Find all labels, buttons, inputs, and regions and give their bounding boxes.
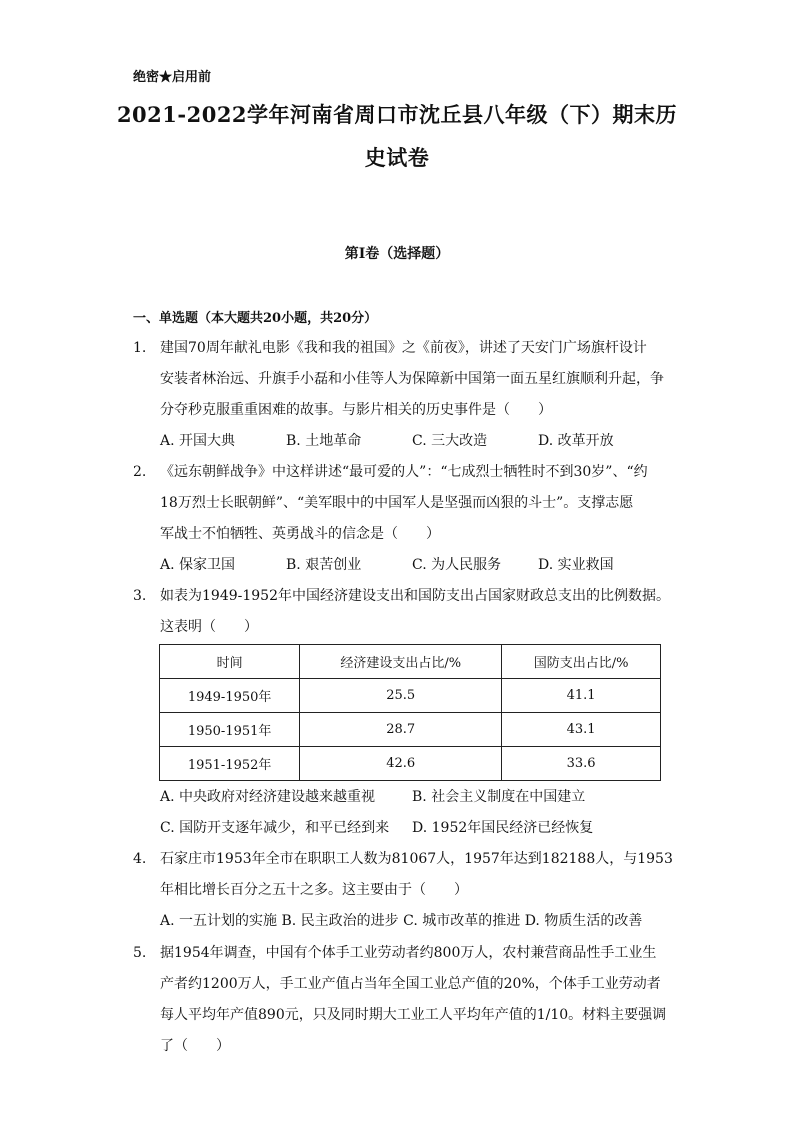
question-text-line: 石家庄市1953年全市在职职工人数为81067人，1957年达到182188人，与1953: [160, 851, 673, 867]
question-text-line: 这表明（ ）: [160, 619, 258, 635]
options-row: [133, 550, 673, 581]
question-text-line: 安装者林治远、升旗手小磊和小佳等人为保障新中国第一面五星红旗顺利升起，争: [160, 371, 664, 387]
question-1: [133, 333, 673, 457]
part-label: 一、单选题（本大题共20小题，共20分）: [133, 311, 378, 326]
table-cell: 1951-1952年: [160, 747, 300, 781]
table-cell: 25.5: [300, 679, 502, 713]
option-b[interactable]: B. 艰苦创业: [286, 557, 362, 573]
options-row: [133, 906, 673, 937]
question-3-options: [133, 782, 673, 844]
option-c[interactable]: C. 三大改造: [412, 433, 488, 449]
option-b[interactable]: B. 土地革命: [286, 433, 362, 449]
option-a[interactable]: A. 保家卫国: [160, 557, 236, 573]
option-d[interactable]: D. 1952年国民经济已经恢复: [412, 820, 594, 836]
table-header: 经济建设支出占比/%: [300, 645, 502, 679]
section-title: 第I卷（选择题）: [344, 246, 450, 262]
question-number: 1.: [133, 340, 147, 356]
options-row: [133, 813, 673, 844]
question-number: 4.: [133, 851, 147, 867]
option-d[interactable]: D. 物质生活的改善: [524, 913, 643, 929]
option-d[interactable]: D. 实业救国: [538, 557, 614, 573]
question-3: [133, 581, 673, 643]
option-b[interactable]: B. 民主政治的进步: [281, 913, 399, 929]
table-cell: 1950-1951年: [160, 713, 300, 747]
question-text-line: 年相比增长百分之五十之多。这主要由于（ ）: [160, 882, 468, 898]
option-d[interactable]: D. 改革开放: [538, 433, 614, 449]
table-header-row: [160, 645, 661, 679]
table-cell: 28.7: [300, 713, 502, 747]
confidential-mark: 绝密★启用前: [133, 70, 212, 85]
question-text-line: 18万烈士长眠朝鲜”、“美军眼中的中国军人是坚强而凶狠的斗士”。支撑志愿: [160, 495, 634, 511]
question-text-line: 军战士不怕牺牲、英勇战斗的信念是（ ）: [160, 526, 440, 542]
exam-title-line1: 2021-2022学年河南省周口市沈丘县八年级（下）期末历: [116, 102, 678, 127]
options-row: [133, 426, 673, 457]
table-cell: 43.1: [502, 713, 661, 747]
table-cell: 1949-1950年: [160, 679, 300, 713]
option-c[interactable]: C. 城市改革的推进: [403, 913, 521, 929]
option-b[interactable]: B. 社会主义制度在中国建立: [412, 789, 586, 805]
option-a[interactable]: A. 开国大典: [160, 433, 236, 449]
question-text-line: 产者约1200万人，手工业产值占当年全国工业总产值的20%，个体手工业劳动者: [160, 976, 661, 992]
question-2: [133, 457, 673, 581]
question-number: 5.: [133, 945, 147, 961]
table-cell: 41.1: [502, 679, 661, 713]
table-row: [160, 747, 661, 781]
option-c[interactable]: C. 为人民服务: [412, 557, 502, 573]
exam-title-line2: 史试卷: [364, 145, 430, 170]
table-row: [160, 713, 661, 747]
question-text-line: 了（ ）: [160, 1038, 230, 1054]
question-4: [133, 844, 673, 937]
table-header: 时间: [160, 645, 300, 679]
table-header: 国防支出占比/%: [502, 645, 661, 679]
table-cell: 42.6: [300, 747, 502, 781]
question-5: [133, 938, 673, 1062]
question-number: 2.: [133, 464, 147, 480]
question-text-line: 据1954年调查，中国有个体手工业劳动者约800万人，农村兼营商品性手工业生: [160, 945, 657, 961]
options-row: [133, 782, 673, 813]
question-text-line: 每人平均年产值890元，只及同时期大工业工人平均年产值的1/10。材料主要强调: [160, 1007, 667, 1023]
question-text-line: 分夺秒克服重重困难的故事。与影片相关的历史事件是（ ）: [160, 402, 552, 418]
option-a[interactable]: A. 一五计划的实施: [160, 913, 278, 929]
table-cell: 33.6: [502, 747, 661, 781]
question-text-line: 《远东朝鲜战争》中这样讲述“最可爱的人”：“七成烈士牺牲时不到30岁”、“约: [160, 464, 648, 480]
question-number: 3.: [133, 588, 147, 604]
option-a[interactable]: A. 中央政府对经济建设越来越重视: [160, 789, 376, 805]
option-c[interactable]: C. 国防开支逐年减少，和平已经到来: [160, 820, 390, 836]
question-text-line: 建国70周年献礼电影《我和我的祖国》之《前夜》，讲述了天安门广场旗杆设计: [160, 340, 647, 356]
spending-table: [159, 644, 661, 781]
question-text-line: 如表为1949-1952年中国经济建设支出和国防支出占国家财政总支出的比例数据。: [160, 588, 670, 604]
table-row: [160, 679, 661, 713]
